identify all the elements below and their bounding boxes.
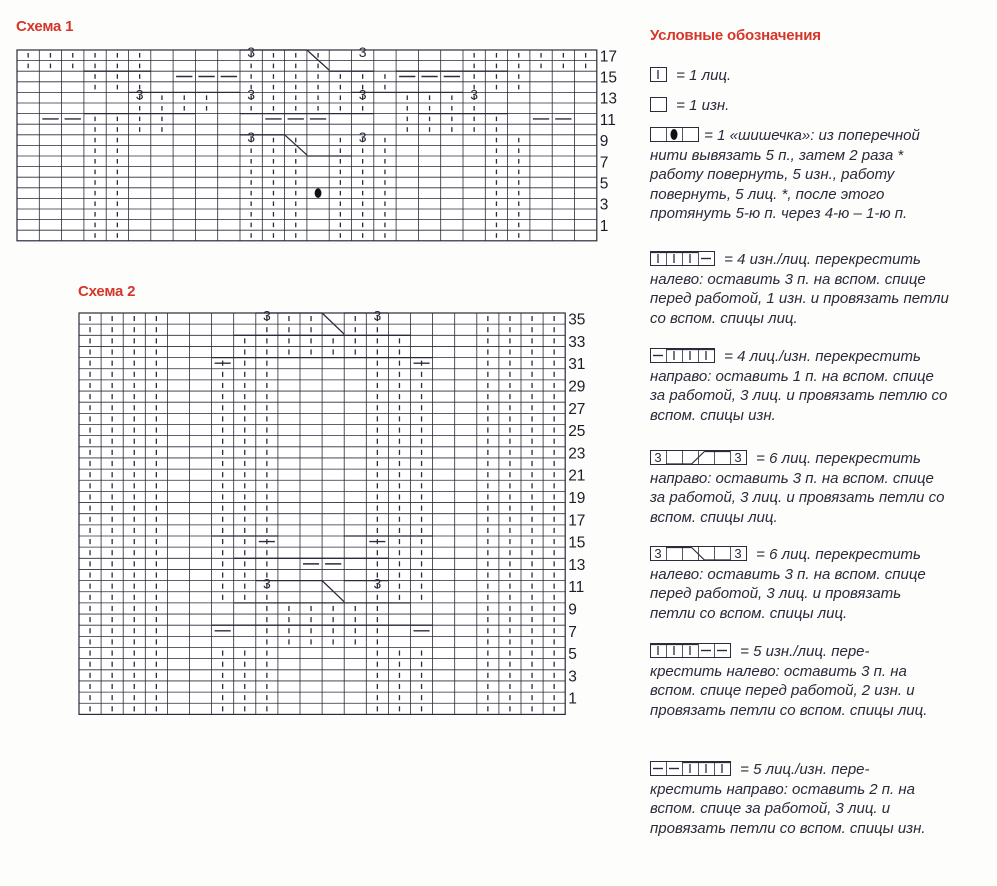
cable-count-label: 3 xyxy=(373,575,382,592)
cross-5-right-icon xyxy=(650,761,736,778)
cable-count-label: 3 xyxy=(373,307,382,324)
cable-count-label: 3 xyxy=(247,44,256,61)
row-number: 29 xyxy=(568,378,586,396)
cable-count-label: 3 xyxy=(358,44,367,61)
row-number: 21 xyxy=(568,467,586,485)
cable-count-label: 3 xyxy=(358,86,367,103)
legend-text: = 6 лиц. перекрестить xyxy=(756,450,921,467)
cable-6-left-icon-svg xyxy=(650,546,752,562)
row-number: 1 xyxy=(568,690,577,708)
cross-4-left-icon-svg xyxy=(650,251,720,267)
row-number: 15 xyxy=(599,69,618,87)
legend-text: = 1 «шишечка»: из поперечной xyxy=(704,127,920,144)
row-number: 25 xyxy=(568,423,586,441)
cross-5-left-icon-svg xyxy=(650,643,736,659)
row-number: 11 xyxy=(568,579,585,597)
legend-item-cross-4-right xyxy=(650,347,985,425)
legend-item-cross-5-left xyxy=(650,642,985,720)
row-number: 23 xyxy=(568,445,586,463)
cross-4-right-icon-svg xyxy=(650,348,720,364)
cable-count-label: 3 xyxy=(135,86,144,103)
legend-item-cross-5-right xyxy=(650,760,985,838)
icon-cable-count: 3 xyxy=(734,450,742,465)
row-number: 3 xyxy=(568,668,577,686)
legend-text-cont: направо: оставить 1 п. на вспом. спице за работой, 3 лиц. и провязать петлю со вспом. спицы изн. xyxy=(650,367,948,424)
scheme2-chart xyxy=(79,307,619,723)
icon-cable-count: 3 xyxy=(654,450,662,465)
legend-text: = 6 лиц. перекрестить xyxy=(756,546,921,563)
cable-6-right-icon-svg xyxy=(650,450,752,466)
row-number: 13 xyxy=(599,90,618,108)
cable-count-label: 3 xyxy=(262,307,271,324)
legend-text: = 5 изн./лиц. пере- xyxy=(740,643,870,660)
purl-stitch-icon xyxy=(650,97,672,114)
legend-item-cross-4-left xyxy=(650,250,985,328)
knit-stitch-icon xyxy=(650,67,672,84)
row-number: 27 xyxy=(568,400,586,418)
legend-text: = 4 лиц./изн. перекрестить xyxy=(724,348,921,365)
cable-count-label: 3 xyxy=(247,128,256,145)
row-number: 19 xyxy=(568,489,586,507)
row-number: 13 xyxy=(568,556,586,574)
icon-cable-count: 3 xyxy=(734,546,742,561)
row-number: 17 xyxy=(568,512,586,530)
knit-stitch-icon-svg xyxy=(650,67,672,83)
scheme1-title: Схема 1 xyxy=(16,18,74,35)
legend-item-cable-6-right xyxy=(650,449,985,527)
bobble-icon-svg xyxy=(650,127,700,143)
row-number: 5 xyxy=(568,646,577,664)
legend-item-purl xyxy=(650,96,729,116)
grid-group xyxy=(17,44,597,241)
legend-item-knit xyxy=(650,66,731,86)
scheme1-chart xyxy=(15,44,635,260)
bobble-mark xyxy=(315,188,322,198)
cross-4-left-icon xyxy=(650,251,720,268)
cable-count-label: 3 xyxy=(262,575,271,592)
legend-text-cont: крестить налево: оставить 3 п. на вспом. спице перед работой, 2 изн. и провязать петли со вспом. спицы лиц. xyxy=(650,662,928,719)
bobble-icon xyxy=(650,127,700,144)
icon-frame xyxy=(651,98,667,112)
legend-text: = 1 изн. xyxy=(676,97,730,114)
legend-text-cont: нити вывязать 5 п., затем 2 раза * работу повернуть, 5 изн., работу повернуть, 5 лиц. *, после этого протянуть 5-ю п. через 4-ю – 1-ю п. xyxy=(650,146,908,222)
purl-stitch-icon-svg xyxy=(650,97,672,113)
legend-text-cont: налево: оставить 3 п. на вспом. спице перед работой, 3 лиц. и провязать петли со вспом. спицы лиц. xyxy=(650,565,926,622)
row-number: 33 xyxy=(568,333,586,351)
legend-title: Условные обозначения xyxy=(650,27,821,44)
scheme2-title: Схема 2 xyxy=(78,283,136,300)
row-number: 1 xyxy=(599,217,609,235)
grid-group xyxy=(79,308,565,715)
row-number: 31 xyxy=(568,356,586,374)
row-number: 17 xyxy=(599,48,618,66)
row-number: 7 xyxy=(599,154,609,172)
cable-count-label: 3 xyxy=(470,86,479,103)
row-number: 15 xyxy=(568,534,586,552)
icon-cable-count: 3 xyxy=(654,546,662,561)
legend-text-cont: направо: оставить 3 п. на вспом. спице за работой, 3 лиц. и провязать петли со вспом. спицы лиц. xyxy=(650,469,945,526)
row-number: 9 xyxy=(599,133,609,151)
cable-6-right-icon xyxy=(650,450,752,467)
legend-text-cont: налево: оставить 3 п. на вспом. спице перед работой, 1 изн. и провязать петли со вспом. спицы лиц. xyxy=(650,270,949,327)
cross-4-right-icon xyxy=(650,348,720,365)
row-number: 11 xyxy=(599,111,616,129)
row-number: 3 xyxy=(599,196,609,214)
cable-count-label: 3 xyxy=(247,86,256,103)
legend-text: = 4 изн./лиц. перекрестить xyxy=(724,251,921,268)
cross-5-left-icon xyxy=(650,643,736,660)
legend-item-cable-6-left xyxy=(650,545,985,623)
cable-6-left-icon xyxy=(650,546,752,563)
legend-text-cont: крестить направо: оставить 2 п. на вспом. спице за работой, 3 лиц. и провязать петли со вспом. спицы изн. xyxy=(650,780,926,837)
icon-bobble-mark xyxy=(671,129,678,140)
legend-text: = 1 лиц. xyxy=(676,67,732,84)
cable-count-label: 3 xyxy=(358,128,367,145)
row-number: 9 xyxy=(568,601,577,619)
legend-text: = 5 лиц./изн. пере- xyxy=(740,761,870,778)
cross-5-right-icon-svg xyxy=(650,761,736,777)
row-number: 35 xyxy=(568,311,586,329)
legend-item-bobble xyxy=(650,126,985,224)
row-number: 7 xyxy=(568,623,577,641)
row-number: 5 xyxy=(599,175,609,193)
